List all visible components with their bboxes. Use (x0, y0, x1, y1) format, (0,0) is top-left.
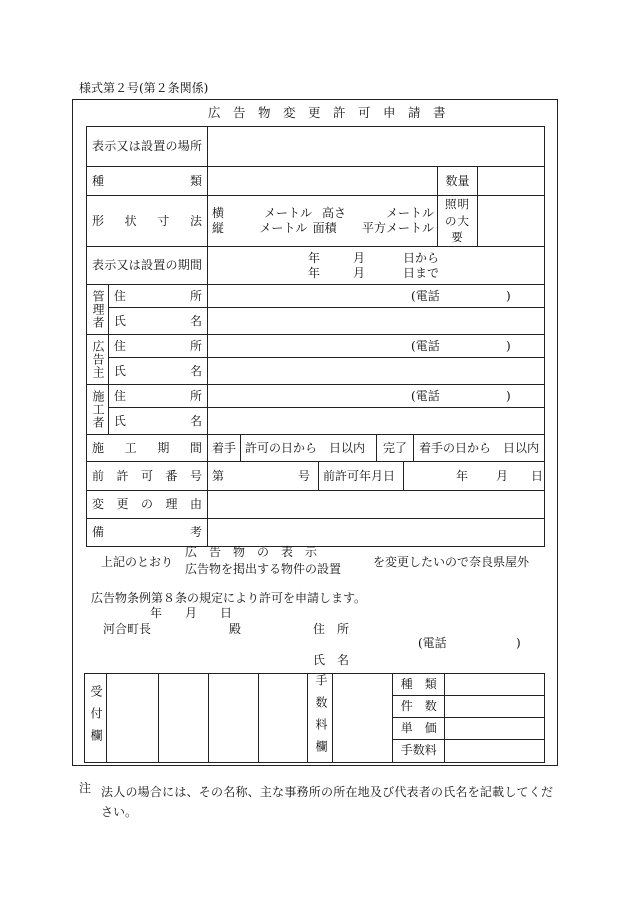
main-table (86, 126, 545, 547)
contractor-address-label: 住 所 (108, 385, 207, 408)
statement-line-2: 広告物条例第８条の規定により許可を申請します。 (91, 591, 367, 605)
date-day: 日 (220, 606, 233, 620)
manager-name-label: 氏 名 (108, 308, 207, 335)
reason-label: 変 更 の 理 由 (87, 491, 208, 519)
location-label: 表示又は設置の場所 (87, 127, 208, 167)
contractor-address-field[interactable]: (電話 ) (208, 385, 545, 408)
fee-item-fee: 手数料 (393, 739, 445, 762)
statement-prefix: 上記のとおり (101, 555, 174, 569)
type-field[interactable] (208, 167, 438, 196)
shape-line-2: 縦 メートル 面積 平方メートル (212, 221, 434, 235)
construction-label: 施 工 期 間 (87, 435, 208, 462)
advertiser-group-label: 広告主 (87, 335, 109, 385)
lighting-field[interactable] (477, 196, 544, 247)
fee-item-count-value[interactable] (445, 695, 545, 717)
advertiser-address-label: 住 所 (108, 335, 207, 358)
manager-address-label: 住 所 (108, 285, 207, 308)
fee-item-type-value[interactable] (445, 674, 545, 696)
end-label: 完了 (377, 435, 414, 461)
applicant-phone-close: ) (516, 636, 521, 650)
fee-item-count: 件 数 (393, 695, 445, 717)
quantity-field[interactable] (477, 167, 544, 196)
applicant-phone-label: (電話 (418, 636, 447, 650)
prev-permit-field[interactable] (208, 462, 545, 491)
remarks-label: 備 考 (87, 519, 208, 547)
statement-option-2: 広告物を掲出する物件の設置 (185, 562, 342, 576)
period-to: 年 月 日まで (308, 265, 440, 280)
prev-permit-date: 年 月 日 (456, 468, 544, 483)
addressee: 河合町長 (103, 622, 152, 636)
manager-address-field[interactable]: (電話 ) (208, 285, 545, 308)
fee-item-unit-price: 単 価 (393, 717, 445, 739)
statement-option-1: 広 告 物 の 表 示 (185, 545, 318, 559)
shape-line-1: 横 メートル 高さ メートル (212, 206, 434, 220)
fee-label: 手数料欄 (308, 674, 333, 763)
start-label: 着手 (208, 435, 241, 461)
period-field[interactable] (208, 247, 545, 285)
statement-suffix: を変更したいので奈良県屋外 (373, 555, 530, 569)
reception-table (84, 673, 545, 763)
reception-cell-1[interactable] (106, 674, 158, 763)
contractor-name-label: 氏 名 (108, 408, 207, 435)
honorific: 殿 (229, 622, 242, 636)
contractor-group-label: 施工者 (87, 385, 109, 435)
contractor-name-field[interactable] (208, 408, 545, 435)
manager-group-label: 管理者 (87, 285, 109, 335)
lighting-label: 照明の大要 (438, 196, 478, 247)
advertiser-address-field[interactable]: (電話 ) (208, 335, 545, 358)
advertiser-name-label: 氏 名 (108, 358, 207, 385)
permit-number: 第 号 (208, 462, 319, 490)
applicant-name-label: 氏 名 (313, 653, 350, 667)
reception-cell-4[interactable] (258, 674, 308, 763)
fee-item-unit-price-value[interactable] (445, 717, 545, 739)
period-from: 年 月 日から (308, 250, 440, 265)
form-number: 様式第２号(第２条関係) (79, 81, 209, 95)
manager-name-field[interactable] (208, 308, 545, 335)
type-label: 種 類 (87, 167, 208, 196)
reception-label: 受付欄 (85, 674, 107, 763)
prev-permit-date-label: 前許可年月日 (319, 462, 404, 490)
reception-cell-3[interactable] (208, 674, 258, 763)
advertiser-name-field[interactable] (208, 358, 545, 385)
shape-dimensions[interactable] (208, 196, 438, 247)
start-text: 許可の日から 日以内 (241, 435, 377, 461)
note-label: 注 (79, 781, 92, 795)
fee-item-type: 種 類 (393, 674, 445, 696)
remarks-field[interactable] (208, 519, 545, 547)
reason-field[interactable] (208, 491, 545, 519)
shape-label: 形 状 寸 法 (87, 196, 208, 247)
construction-field[interactable] (208, 435, 545, 462)
applicant-address-label: 住 所 (313, 622, 350, 636)
reception-cell-2[interactable] (158, 674, 208, 763)
period-label: 表示又は設置の期間 (87, 247, 208, 285)
quantity-label: 数量 (438, 167, 478, 196)
end-text: 着手の日から 日以内 (419, 440, 540, 455)
note-text: 法人の場合には、その名称、主な事務所の所在地及び代表者の氏名を記載してください。 (101, 785, 553, 819)
date-month: 月 (185, 606, 198, 620)
location-field[interactable] (208, 127, 545, 167)
prev-permit-label: 前 許 可 番 号 (87, 462, 208, 491)
fee-item-fee-value[interactable] (445, 739, 545, 762)
form-title: 広 告 物 変 更 許 可 申 請 書 (208, 105, 446, 120)
date-year: 年 (150, 606, 163, 620)
fee-cell[interactable] (333, 674, 393, 763)
